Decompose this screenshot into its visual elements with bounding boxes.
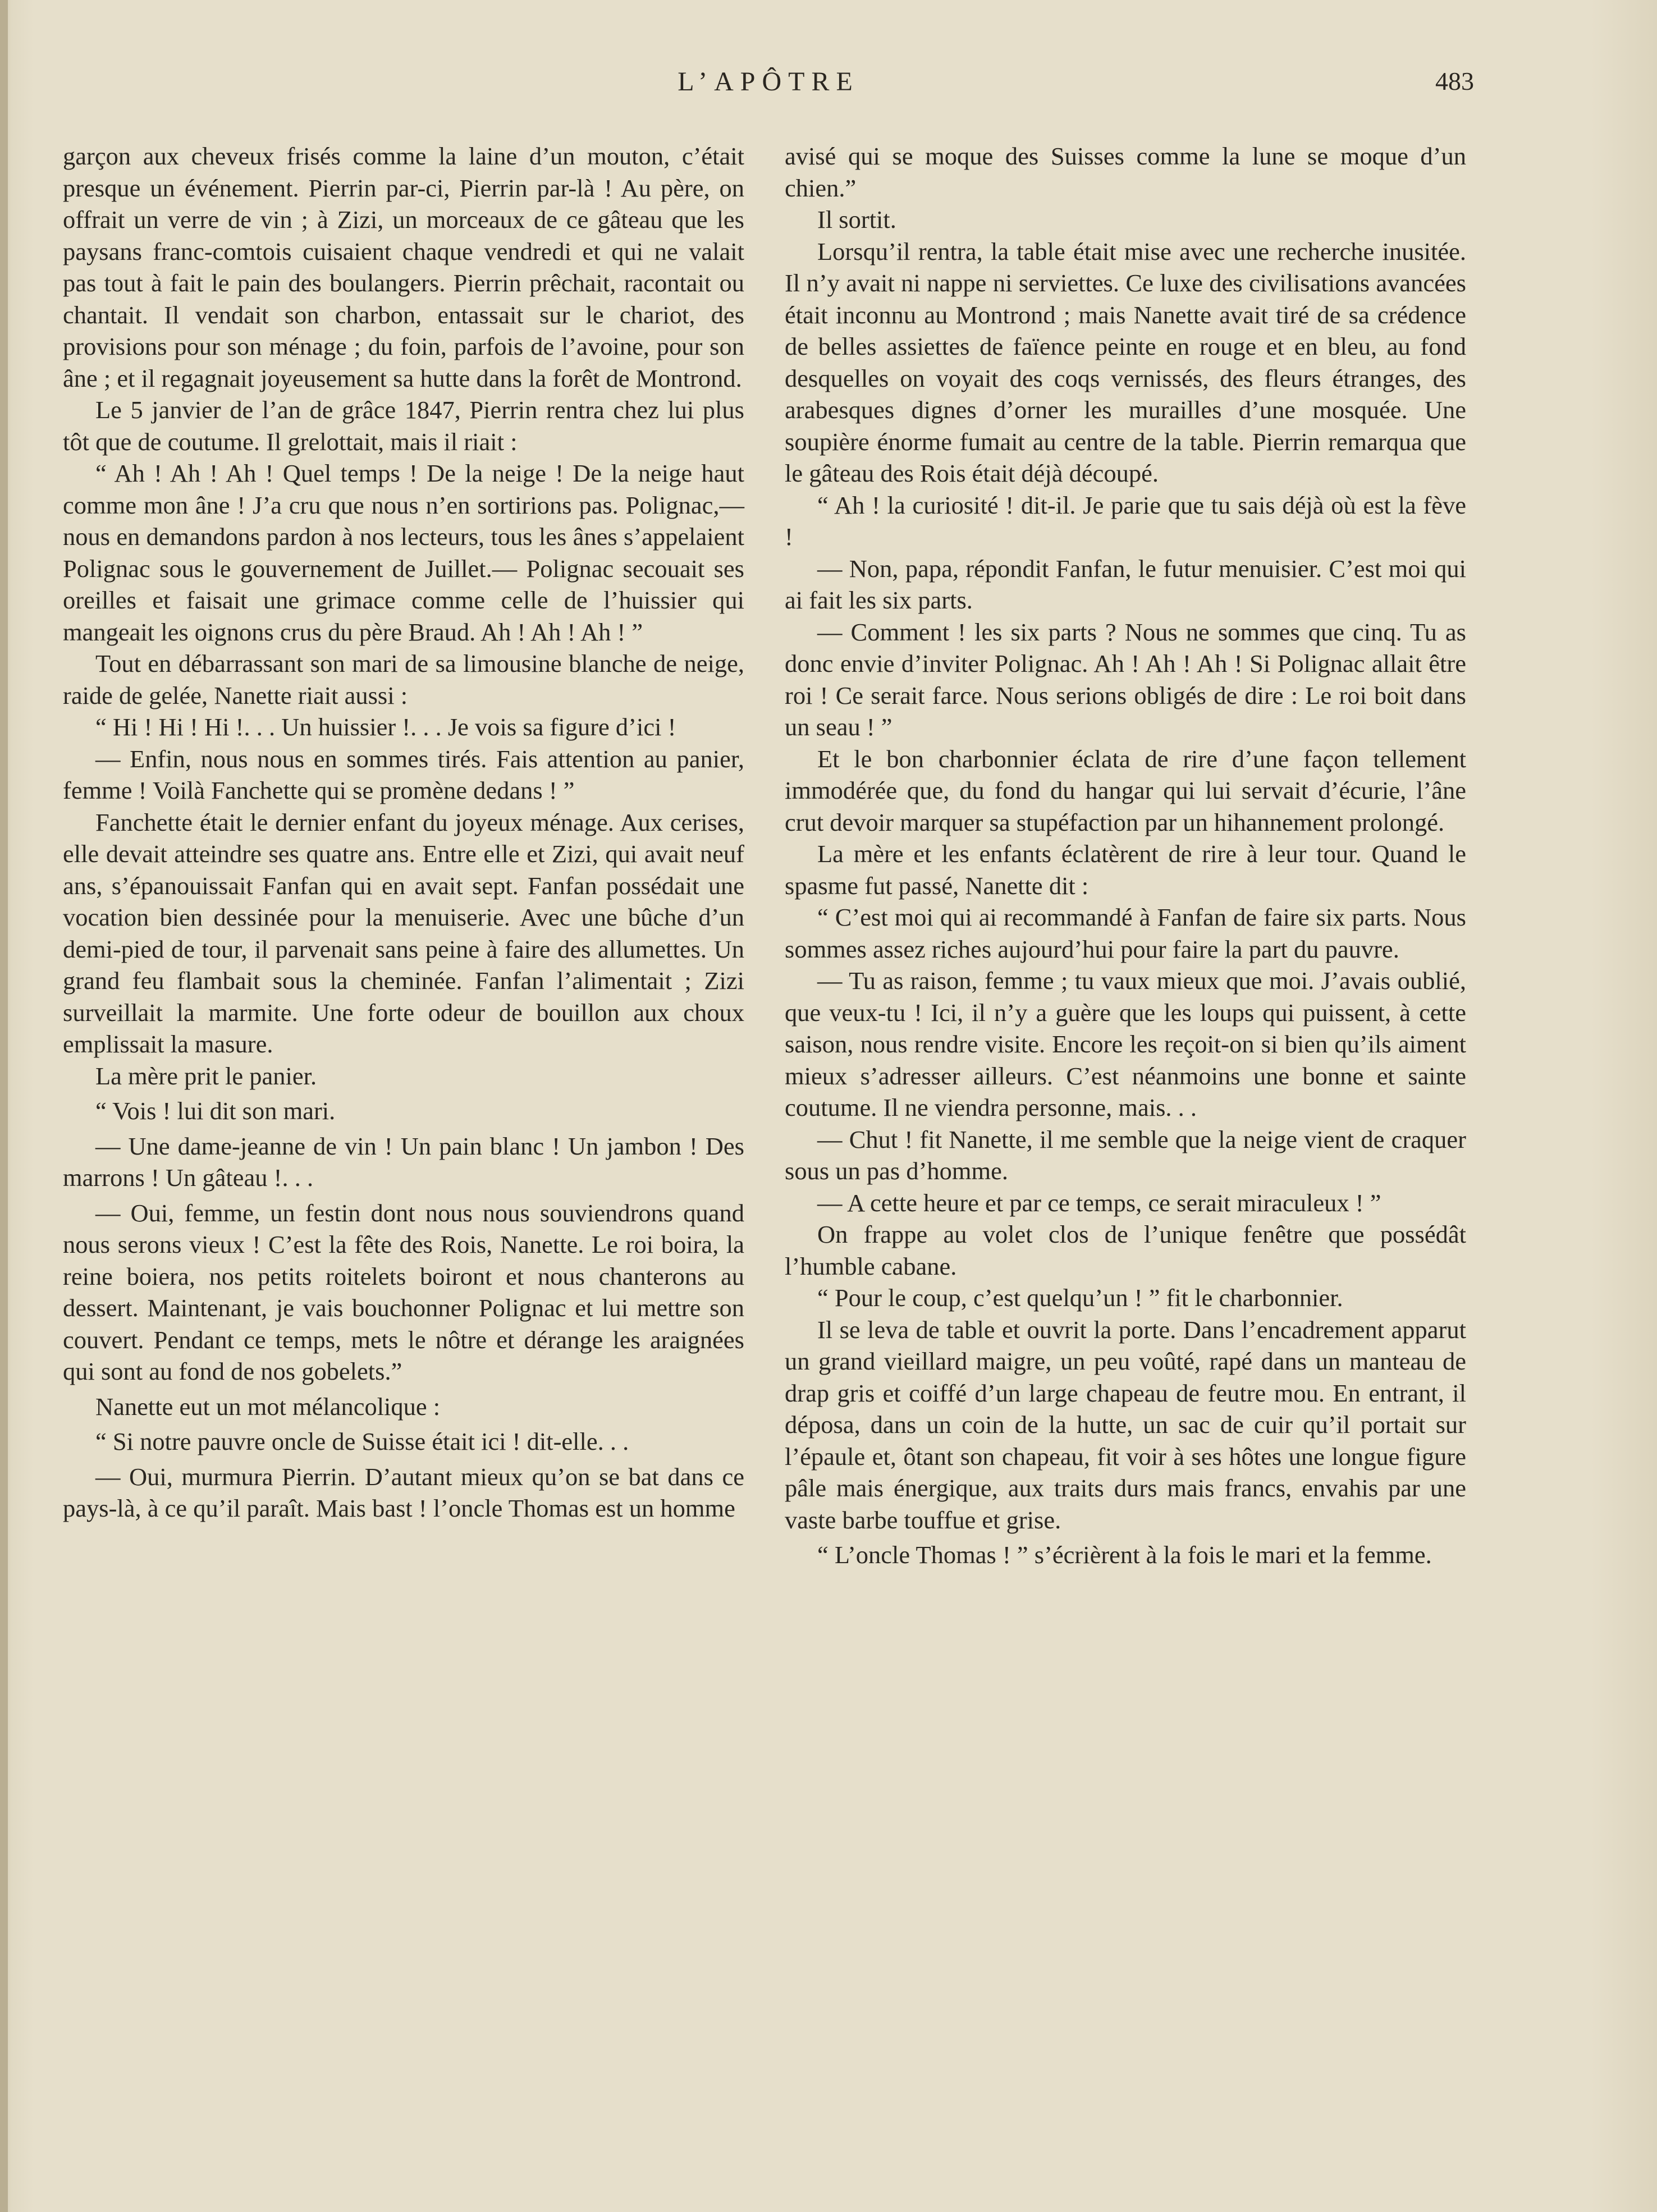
- paragraph: Nanette eut un mot mélancolique :: [95, 1392, 441, 1421]
- paragraph: — Tu as raison, femme ; tu vaux mieux que moi. J’avais oublié, que veux-tu ! Ici, il n’y a guère que les loups qui puissent, à cette saison, nous rendre visite. Encore les reçoit-on si bien qu’ils aiment mieux s’adresser ailleurs. C’est néanmoins une bonne et sainte coutume. Il ne viendra personne, mais. . .: [785, 967, 1466, 1121]
- paragraph: La mère et les enfants éclatèrent de rire à leur tour. Quand le spasme fut passé, Nanette dit :: [785, 840, 1466, 900]
- right-text-column: [785, 140, 1466, 1571]
- paragraph: Le 5 janvier de l’an de grâce 1847, Pierrin rentra chez lui plus tôt que de coutume. Il grelottait, mais il riait :: [63, 396, 744, 456]
- paragraph: Fanchette était le dernier enfant du joyeux ménage. Aux cerises, elle devait atteindre ses quatre ans. Entre elle et Zizi, qui avait neuf ans, s’épanouissait Fanfan qui en avait sept. Fanfan possédait une vocation bien dessinée pour la menuiserie. Avec une bûche d’un demi-pied de tour, il parvenait sans peine à faire des allumettes. Un grand feu flambait sous la cheminée. Fanfan l’alimentait ; Zizi surveillait la marmite. Une forte odeur de bouillon aux choux emplissait la masure.: [63, 808, 744, 1058]
- paragraph: “ Ah ! Ah ! Ah ! Quel temps ! De la neige ! De la neige haut comme mon âne ! J’a cru que nous n’en sortirions pas. Polignac,— nous en demandons pardon à nos lecteurs, tous les ânes s’appelaient Polignac sous le gouvernement de Juillet.— Polignac secouait ses oreilles et faisait une grimace comme celle de l’huissier qui mangeait les oignons crus du père Braud. Ah ! Ah ! Ah ! ”: [63, 459, 744, 646]
- paragraph: — Chut ! fit Nanette, il me semble que la neige vient de craquer sous un pas d’homme.: [785, 1125, 1466, 1185]
- paragraph: Lorsqu’il rentra, la table était mise avec une recherche inusitée. Il n’y avait ni nappe ni serviettes. Ce luxe des civilisations avancées était inconnu au Montrond ; mais Nanette avait tiré de sa crédence de belles assiettes de faïence peinte en rouge et en bleu, au fond desquelles on voyait des coqs vernissés, des fleurs étranges, des arabesques dignes d’orner les murailles d’une mosquée. Une soupière énorme fumait au centre de la table. Pierrin remarqua que le gâteau des Rois était déjà découpé.: [785, 237, 1466, 487]
- paragraph: “ Hi ! Hi ! Hi !. . . Un huissier !. . . Je vois sa figure d’ici !: [95, 713, 676, 741]
- paragraph: — Oui, femme, un festin dont nous nous souviendrons quand nous serons vieux ! C’est la fête des Rois, Nanette. Le roi boira, la reine boiera, nos petits roitelets boiront et nous chanterons au dessert. Maintenant, je vais bouchonner Polignac et lui mettre son couvert. Pendant ce temps, mets le nôtre et dérange les araignées qui sont au fond de nos gobelets.”: [63, 1198, 744, 1385]
- paragraph: — Oui, murmura Pierrin. D’autant mieux qu’on se bat dans ce pays-là, à ce qu’il paraît. Mais bast ! l’oncle Thomas est un homme: [63, 1462, 744, 1522]
- paragraph: garçon aux cheveux frisés comme la laine d’un mouton, c’était presque un événement. Pierrin par-ci, Pierrin par-là ! Au père, on offrait un verre de vin ; à Zizi, un morceaux de ce gâteau que les paysans franc-comtois cuisaient chaque vendredi et qui ne valait pas tout à fait le pain des boulangers. Pierrin prêchait, racontait ou chantait. Il vendait son charbon, entassait sur le chariot, des provisions pour son ménage ; du foin, parfois de l’avoine, pour son âne ; et il regagnait joyeusement sa hutte dans la forêt de Montrond.: [63, 142, 744, 392]
- paragraph: La mère prit le panier.: [95, 1061, 317, 1090]
- paragraph: “ Si notre pauvre oncle de Suisse était ici ! dit-elle. . .: [95, 1427, 629, 1455]
- paragraph: Il se leva de table et ouvrit la porte. Dans l’encadrement apparut un grand vieillard maigre, un peu voûté, rapé dans un manteau de drap gris et coiffé d’un large chapeau de feutre mou. En entrant, il déposa, dans un coin de la hutte, un sac de cuir qu’il portait sur l’épaule et, ôtant son chapeau, fit voir à ses hôtes une longue figure pâle mais énergique, aux traits durs mais francs, envahis par une vaste barbe touffue et grise.: [785, 1315, 1466, 1534]
- paragraph: — Non, papa, répondit Fanfan, le futur menuisier. C’est moi qui ai fait les six parts.: [785, 554, 1466, 614]
- paragraph: — A cette heure et par ce temps, ce serait miraculeux ! ”: [817, 1188, 1381, 1217]
- paragraph: — Comment ! les six parts ? Nous ne sommes que cinq. Tu as donc envie d’inviter Polignac. Ah ! Ah ! Ah ! Si Polignac allait être roi ! Ce serait farce. Nous serions obligés de dire : Le roi boit dans un seau ! ”: [785, 617, 1466, 741]
- paragraph: — Enfin, nous nous en sommes tirés. Fais attention au panier, femme ! Voilà Fanchette qui se promène dedans ! ”: [63, 744, 744, 804]
- paragraph: Et le bon charbonnier éclata de rire d’une façon tellement immodérée que, du fond du hangar qui lui servait d’écurie, l’âne crut devoir marquer sa stupéfaction par un hihannement prolongé.: [785, 744, 1466, 836]
- paragraph: On frappe au volet clos de l’unique fenêtre que possédât l’humble cabane.: [785, 1220, 1466, 1280]
- page-binding-edge: [0, 0, 8, 2212]
- paragraph: Il sortit.: [817, 205, 896, 233]
- running-title: L’APÔTRE: [678, 67, 859, 97]
- paragraph: Tout en débarrassant son mari de sa limousine blanche de neige, raide de gelée, Nanette riait aussi :: [63, 649, 744, 709]
- left-text-column: [63, 140, 744, 1524]
- paragraph: “ Vois ! lui dit son mari.: [95, 1097, 336, 1125]
- paragraph: “ C’est moi qui ai recommandé à Fanfan de faire six parts. Nous sommes assez riches aujourd’hui pour faire la part du pauvre.: [785, 903, 1466, 963]
- paragraph: “ L’oncle Thomas ! ” s’écrièrent à la fois le mari et la femme.: [817, 1541, 1432, 1569]
- running-header: [63, 66, 1474, 106]
- paragraph: avisé qui se moque des Suisses comme la lune se moque d’un chien.”: [785, 142, 1466, 202]
- page-number: 483: [1435, 67, 1474, 95]
- paragraph: “ Pour le coup, c’est quelqu’un ! ” fit le charbonnier.: [817, 1284, 1343, 1312]
- paragraph: — Une dame-jeanne de vin ! Un pain blanc ! Un jambon ! Des marrons ! Un gâteau !. . .: [63, 1132, 744, 1192]
- paragraph: “ Ah ! la curiosité ! dit-il. Je parie que tu sais déjà où est la fève !: [785, 491, 1466, 551]
